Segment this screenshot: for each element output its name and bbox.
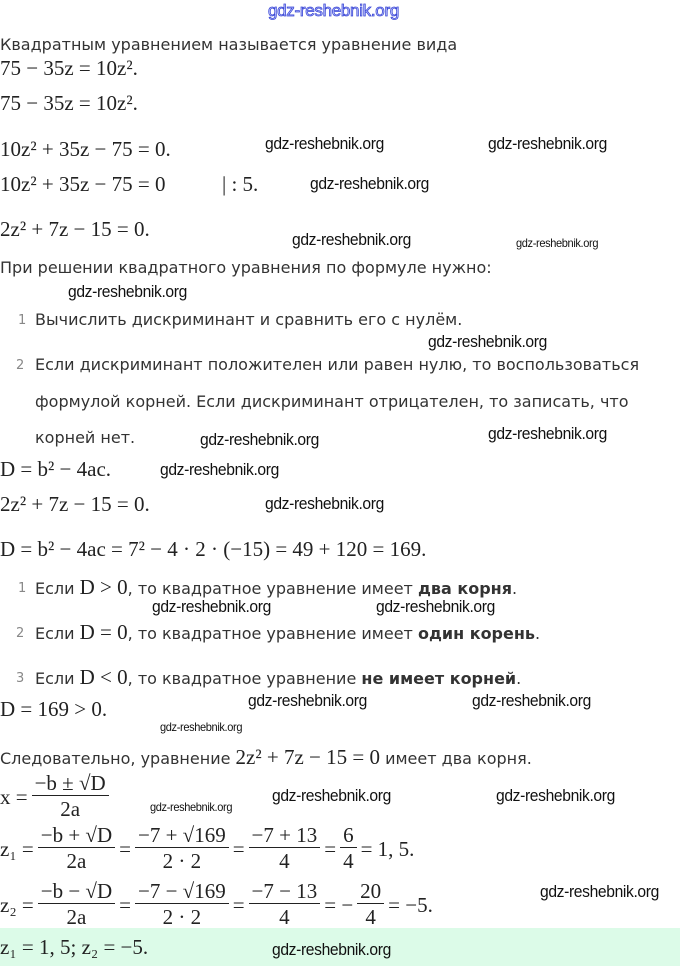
watermark: gdz-reshebnik.org	[152, 597, 271, 616]
watermark: gdz-reshebnik.org	[248, 691, 367, 710]
divide-annotation: | : 5.	[222, 172, 259, 196]
root-formula: x = $\frac{-b \pm √D}{2a}$	[0, 772, 113, 822]
watermark: gdz-reshebnik.org	[488, 424, 607, 443]
watermark: gdz-reshebnik.org	[488, 134, 607, 153]
step-text: формулой корней. Если дискриминант отрицателен, то записать, что	[35, 392, 629, 411]
watermark: gdz-reshebnik.org	[272, 786, 391, 805]
discriminant-calc: D = b² − 4ac = 7² − 4 · 2 · (−15) = 49 + 120 = 169.	[0, 537, 427, 561]
case-text: Если D = 0, то квадратное уравнение имеет один корень.	[35, 620, 541, 644]
discriminant-formula: D = b² − 4ac.	[0, 457, 112, 481]
watermark: gdz-reshebnik.org	[68, 282, 187, 301]
case-number: 2	[16, 626, 25, 641]
watermark: gdz-reshebnik.org	[150, 800, 233, 814]
watermark: gdz-reshebnik.org	[200, 430, 319, 449]
step-text: Вычислить дискриминант и сравнить его с нулём.	[35, 310, 463, 329]
d-value: D = 169 > 0.	[0, 697, 108, 721]
equation-4: 10z² + 35z − 75 = 0	[0, 172, 166, 196]
case-text: Если D > 0, то квадратное уравнение имеет два корня.	[35, 575, 518, 599]
watermark: gdz-reshebnik.org	[516, 236, 599, 250]
step-number: 2	[16, 358, 25, 373]
watermark: gdz-reshebnik.org	[272, 940, 391, 959]
case-number: 1	[18, 581, 27, 596]
step-number: 1	[18, 313, 27, 328]
equation-1: 75 − 35z = 10z².	[0, 56, 138, 80]
answer-text: z₁ = 1, 5; z₂ = −5.	[0, 935, 149, 959]
watermark: gdz-reshebnik.org	[265, 494, 384, 513]
case-number: 3	[16, 671, 25, 686]
intro-text: Квадратным уравнением называется уравнение вида	[0, 35, 458, 54]
conclusion-text: Следовательно, уравнение 2z² + 7z − 15 = 0 имеет два корня.	[0, 745, 532, 769]
watermark: gdz-reshebnik.org	[496, 786, 615, 805]
watermark: gdz-reshebnik.org	[292, 230, 411, 249]
watermark: gdz-reshebnik.org	[160, 720, 243, 734]
root-z1: z₁ = $\frac{-b + √D}{2a}$ = $\frac{-7 + √169}{2 \cdot 2}$ = $\frac{-7 + 13}{4}$ = $\frac{6}{4}$ = 1, 5.	[0, 823, 415, 874]
watermark: gdz-reshebnik.org	[428, 332, 547, 351]
watermark: gdz-reshebnik.org	[540, 882, 659, 901]
step-text: Если дискриминант положителен или равен нулю, то воспользоваться	[35, 355, 640, 374]
watermark: gdz-reshebnik.org	[310, 174, 429, 193]
equation-2: 75 − 35z = 10z².	[0, 91, 138, 115]
watermark: gdz-reshebnik.org	[265, 134, 384, 153]
equation-repeat: 2z² + 7z − 15 = 0.	[0, 492, 150, 516]
watermark: gdz-reshebnik.org	[376, 597, 495, 616]
step-text: корней нет.	[35, 428, 136, 447]
case-text: Если D < 0, то квадратное уравнение не имеет корней.	[35, 665, 522, 689]
watermark: gdz-reshebnik.org	[472, 691, 591, 710]
equation-3: 10z² + 35z − 75 = 0.	[0, 137, 171, 161]
formula-intro: При решении квадратного уравнения по формуле нужно:	[0, 258, 492, 277]
equation-5: 2z² + 7z − 15 = 0.	[0, 217, 150, 241]
root-z2: z₂ = $\frac{-b - √D}{2a}$ = $\frac{-7 - √169}{2 \cdot 2}$ = $\frac{-7 - 13}{4}$ = − $\frac{20}{4}$ = −5.	[0, 879, 433, 930]
watermark: gdz-reshebnik.org	[160, 460, 279, 479]
site-header-link[interactable]: gdz-reshebnik.org	[268, 1, 399, 20]
